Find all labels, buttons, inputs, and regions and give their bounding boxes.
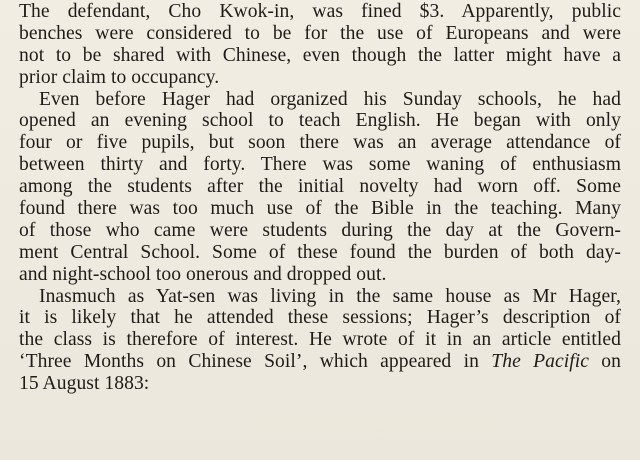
- text-line: four or five pupils, but soon there was an average attendance of: [19, 132, 621, 154]
- text-line: not to be shared with Chinese, even though the latter might have a: [19, 44, 621, 66]
- text-line: ment Central School. Some of these found the burden of both day-: [19, 241, 621, 263]
- text-run: ‘Three Months on Chinese Soil’, which appeared in: [19, 351, 479, 373]
- text-line: of those who came were students during the day at the Govern-: [19, 219, 621, 241]
- paragraph-3: [19, 286, 621, 395]
- paragraph-1: [19, 1, 621, 89]
- text-line: Inasmuch as Yat-sen was living in the same house as Mr Hager,: [39, 285, 621, 307]
- text-run: on: [588, 351, 621, 373]
- text-line: among the students after the initial novelty had worn off. Some: [19, 176, 621, 198]
- text-line: and night-school too onerous and dropped out.: [19, 263, 387, 285]
- publication-title: The Pacific: [491, 351, 589, 373]
- text-line: prior claim to occupancy.: [19, 66, 220, 88]
- text-line: between thirty and forty. There was some waning of enthusiasm: [19, 154, 621, 176]
- text-line: opened an evening school to teach English. He began with only: [19, 110, 621, 132]
- body-text: [19, 1, 621, 395]
- text-line: 15 August 1883:: [19, 373, 150, 395]
- text-line-with-title: [19, 351, 621, 373]
- text-line: Even before Hager had organized his Sunday schools, he had: [39, 88, 621, 110]
- text-line: found there was too much use of the Bible in the teaching. Many: [19, 198, 621, 220]
- paragraph-2: [19, 89, 621, 286]
- text-line: it is likely that he attended these sessions; Hager’s description of: [19, 307, 621, 329]
- text-line: The defendant, Cho Kwok-in, was fined $3. Apparently, public: [19, 1, 621, 22]
- text-line: the class is therefore of interest. He wrote of it in an article entitled: [19, 329, 621, 351]
- text-line: benches were considered to be for the use of Europeans and were: [19, 22, 621, 44]
